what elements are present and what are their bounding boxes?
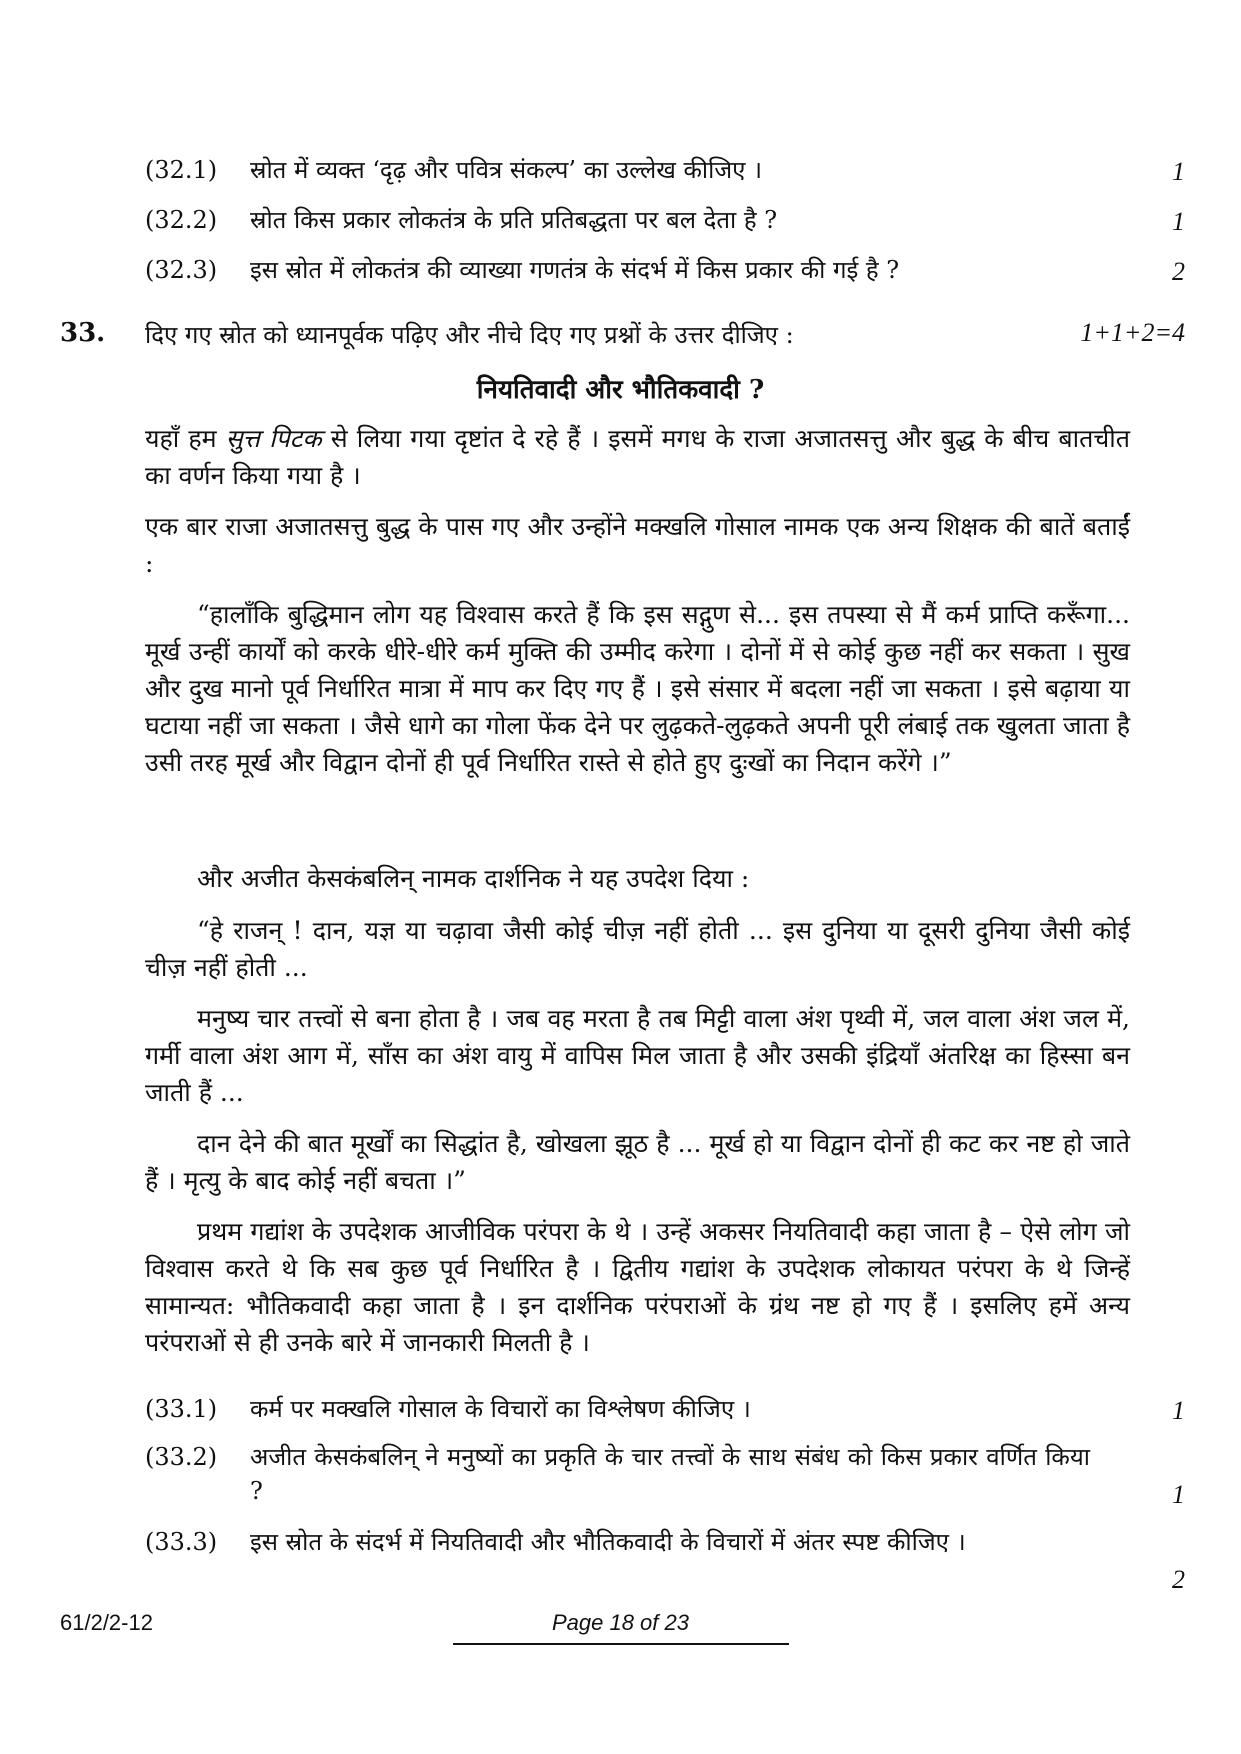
source-paragraph-6 xyxy=(145,1000,1130,1111)
question-33-number: 33. xyxy=(60,318,106,348)
paragraph-text: “हालाँकि बुद्धिमान लोग यह विश्वास करते हैं कि इस सद्गुण से... इस तपस्या से मैं कर्म प्राप्ति करूँगा... मूर्ख उन्हीं कार्यों को करके धीरे-धीरे कर्म मुक्ति की उम्मीद करेगा । दोनों में से कोई कुछ नहीं कर सकता । सुख और दुख मानो पूर्व निर्धारित मात्रा में माप कर दिए गए हैं । इसे संसार में बदला नहीं जा सकता । इसे बढ़ाया या घटाया नहीं जा सकता । जैसे धागे का गोला फेंक देने पर लुढ़कते-लुढ़कते अपनी पूरी लंबाई तक खुलता जाता है उसी तरह मूर्ख और विद्वान दोनों ही पूर्व निर्धारित रास्ते से होते हुए दुःखों का निदान करेंगे ।” xyxy=(145,600,1130,777)
question-marks: 1 xyxy=(1172,207,1185,236)
question-text: स्रोत में व्यक्त ‘दृढ़ और पवित्र संकल्प’ का उल्लेख कीजिए । xyxy=(250,156,763,184)
question-number: (33.3) xyxy=(145,1528,218,1556)
source-paragraph-3 xyxy=(145,596,1130,781)
question-marks: 2 xyxy=(1172,257,1185,286)
source-paragraph-4 xyxy=(145,860,1130,897)
question-text: कर्म पर मक्खलि गोसाल के विचारों का विश्लेषण कीजिए । xyxy=(250,1395,751,1423)
footer-divider xyxy=(453,1643,789,1645)
question-marks: 1 xyxy=(1172,1480,1185,1509)
intro-post: से लिया गया दृष्टांत दे रहे हैं । इसमें मगध के राजा अजातसत्तु और बुद्ध के बीच बातचीत का वर्णन किया गया है । xyxy=(145,424,1130,490)
question-text: स्रोत किस प्रकार लोकतंत्र के प्रति प्रतिबद्धता पर बल देता है ? xyxy=(250,206,778,234)
question-text: इस स्रोत में लोकतंत्र की व्याख्या गणतंत्र के संदर्भ में किस प्रकार की गई है ? xyxy=(250,256,900,284)
paragraph-text: “हे राजन् ! दान, यज्ञ या चढ़ावा जैसी कोई चीज़ नहीं होती ... इस दुनिया या दूसरी दुनिया जैसी कोई चीज़ नहीं होती ... xyxy=(145,916,1130,982)
paragraph-text: दान देने की बात मूर्खों का सिद्धांत है, खोखला झूठ है ... मूर्ख हो या विद्वान दोनों ही कट कर नष्ट हो जाते हैं । मृत्यु के बाद कोई नहीं बचता ।” xyxy=(145,1129,1130,1195)
question-text: अजीत केसकंबलिन् ने मनुष्यों का प्रकृति के चार तत्त्वों के साथ संबंध को किस प्रकार वर्णित किया ? xyxy=(250,1443,1090,1505)
question-number: (32.1) xyxy=(145,156,218,184)
source-paragraph-7 xyxy=(145,1125,1130,1199)
question-marks: 1 xyxy=(1172,1396,1185,1425)
paragraph-text: मनुष्य चार तत्त्वों से बना होता है । जब वह मरता है तब मिट्टी वाला अंश पृथ्वी में, जल वाला अंश जल में, गर्मी वाला अंश आग में, साँस का अंश वायु में वापिस मिल जाता है और उसकी इंद्रियाँ अंतरिक्ष का हिस्सा बन जाती हैं ... xyxy=(145,1004,1130,1107)
intro-italic-text: सुत्त पिटक xyxy=(225,424,322,453)
paragraph-text: प्रथम गद्यांश के उपदेशक आजीविक परंपरा के थे । उन्हें अकसर नियतिवादी कहा जाता है – ऐसे लोग जो विश्वास करते थे कि सब कुछ पूर्व निर्धारित है । द्वितीय गद्यांश के उपदेशक लोकायत परंपरा के थे जिन्हें सामान्यत: भौतिकवादी कहा जाता है । इन दार्शनिक परंपराओं के ग्रंथ नष्ट हो गए हैं । इसलिए हमें अन्य परंपराओं से ही उनके बारे में जानकारी मिलती है । xyxy=(145,1217,1130,1357)
source-paragraph-5 xyxy=(145,912,1130,986)
question-33-marks: 1+1+2=4 xyxy=(1080,318,1185,347)
paragraph-text: एक बार राजा अजातसत्तु बुद्ध के पास गए और उन्होंने मक्खलि गोसाल नामक एक अन्य शिक्षक की बातें बताईं : xyxy=(145,512,1130,578)
question-33-instruction: दिए गए स्रोत को ध्यानपूर्वक पढ़िए और नीचे दिए गए प्रश्नों के उत्तर दीजिए : xyxy=(145,321,794,349)
source-paragraph-8 xyxy=(145,1213,1130,1361)
paragraph-text: और अजीत केसकंबलिन् नामक दार्शनिक ने यह उपदेश दिया : xyxy=(197,864,750,893)
question-marks: 2 xyxy=(1172,1565,1185,1594)
page-number: Page 18 of 23 xyxy=(551,1610,689,1635)
question-number: (32.2) xyxy=(145,206,218,234)
source-title: नियतिवादी और भौतिकवादी ? xyxy=(476,375,765,405)
paper-code: 61/2/2-12 xyxy=(60,1610,153,1635)
question-number: (32.3) xyxy=(145,256,218,284)
source-paragraph-2 xyxy=(145,508,1130,582)
source-intro xyxy=(145,420,1130,494)
question-number: (33.1) xyxy=(145,1395,218,1423)
question-number: (33.2) xyxy=(145,1443,218,1471)
question-text: इस स्रोत के संदर्भ में नियतिवादी और भौतिकवादी के विचारों में अंतर स्पष्ट कीजिए । xyxy=(250,1528,966,1556)
intro-pre: यहाँ हम xyxy=(145,424,226,453)
question-marks: 1 xyxy=(1172,157,1185,186)
